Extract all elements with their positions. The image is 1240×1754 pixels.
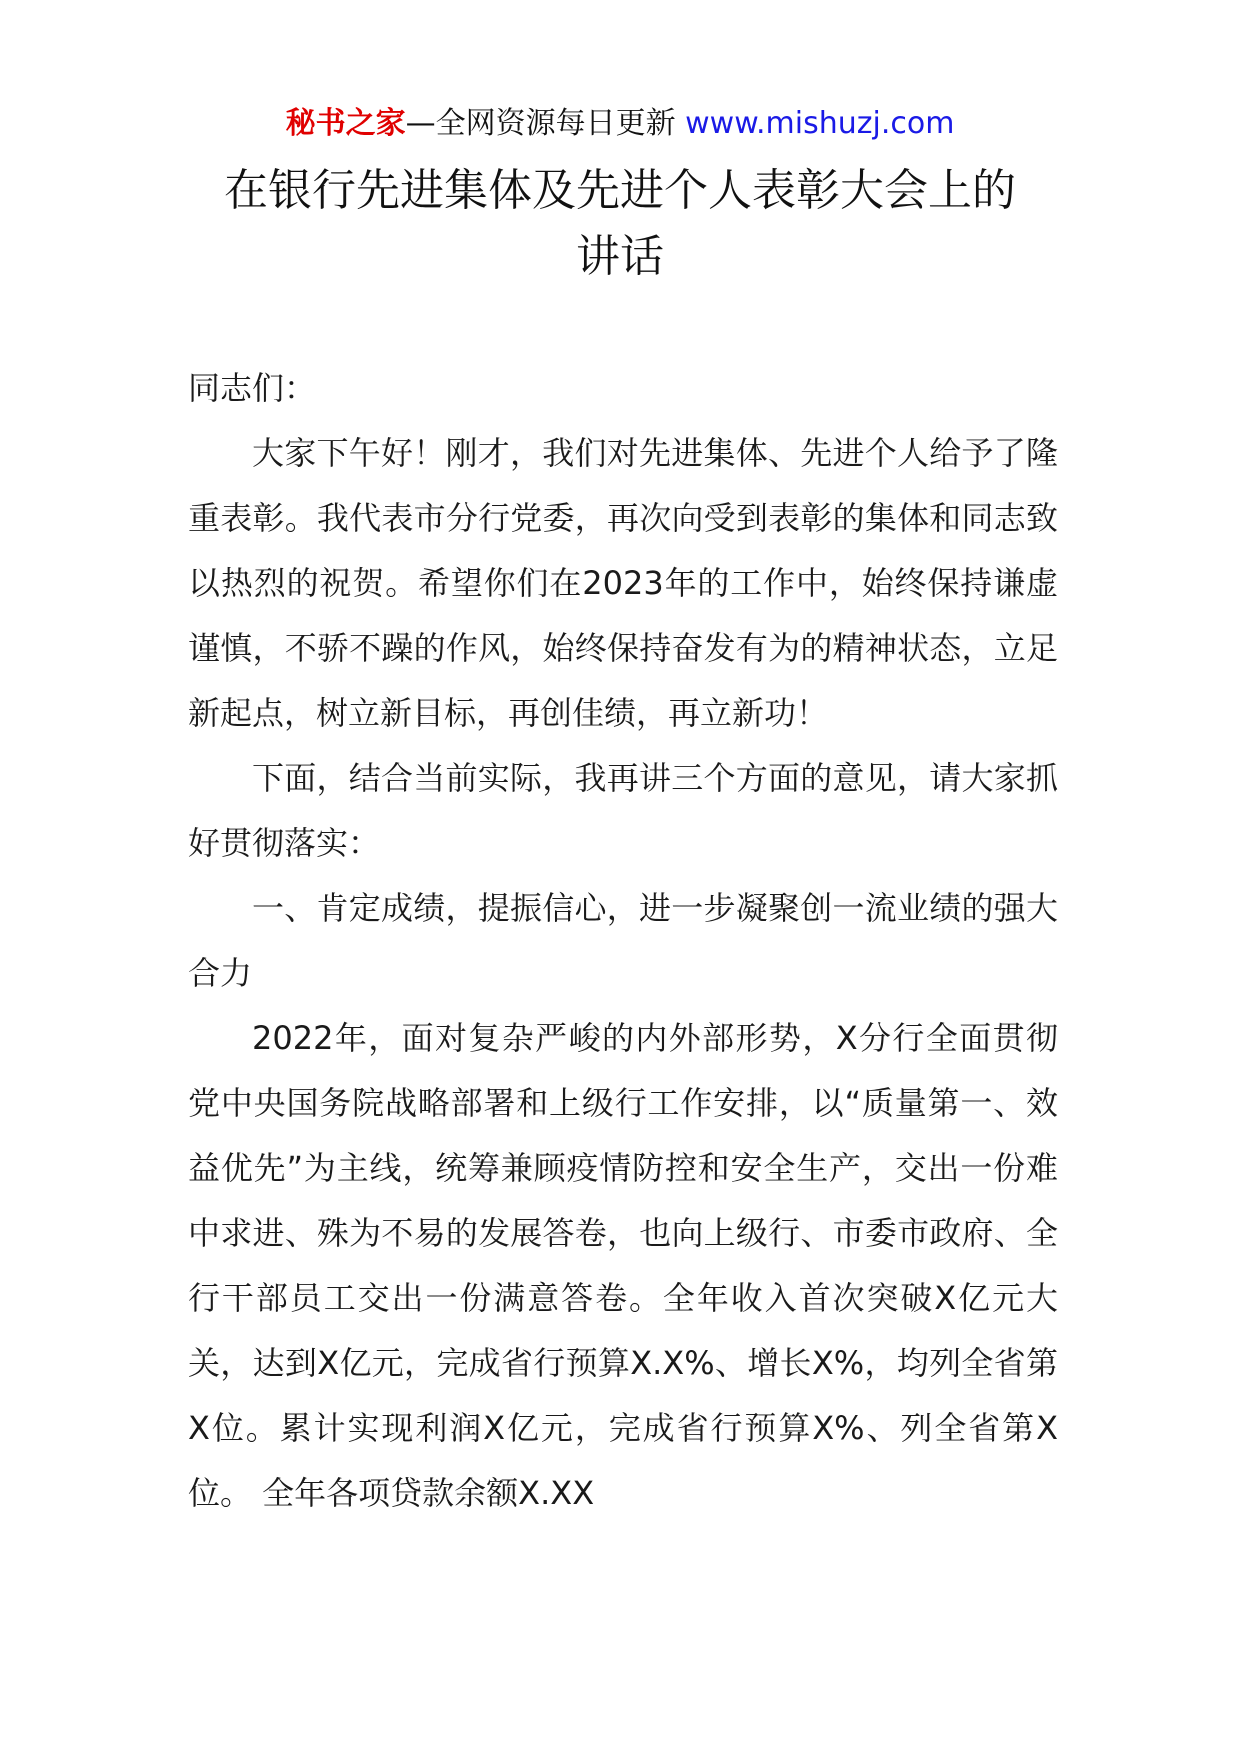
section-heading-1: 一、肯定成绩，提振信心，进一步凝聚创一流业绩的强大合力 [188, 889, 1058, 992]
title-line-2: 讲话 [576, 231, 664, 282]
watermark-header [0, 100, 1240, 148]
document-body [188, 356, 1058, 1526]
paragraph-intro: 下面，结合当前实际，我再讲三个方面的意见，请大家抓好贯彻落实： [188, 759, 1058, 862]
paragraph-achievements: 2022年，面对复杂严峻的内外部形势，X分行全面贯彻党中央国务院战略部署和上级行工作安排，以“质量第一、效益优先”为主线，统筹兼顾疫情防控和安全生产，交出一份难中求进、殊为不易的发展答卷，也向上级行、市委市政府、全行干部员工交出一份满意答卷。全年收入首次突破X亿元大关，达到X亿元，完成省行预算X.X%、增长X%，均列全省第X位。累计实现利润X亿元，完成省行预算X%、列全省第X位。 全年各项贷款余额X.XX [188, 1019, 1058, 1512]
paragraph-greeting: 大家下午好！刚才，我们对先进集体、先进个人给予了隆重表彰。我代表市分行党委，再次向受到表彰的集体和同志致以热烈的祝贺。希望你们在2023年的工作中，始终保持谦虚谨慎，不骄不躁的作风，始终保持奋发有为的精神状态，立足新起点，树立新目标，再创佳绩，再立新功！ [188, 434, 1058, 732]
header-tagline: —全网资源每日更新 [405, 106, 686, 141]
brand-name: 秘书之家 [285, 106, 406, 141]
document-title [170, 158, 1070, 290]
site-link[interactable]: www.mishuzj.com [685, 106, 955, 141]
title-line-1: 在银行先进集体及先进个人表彰大会上的 [224, 165, 1016, 216]
salutation: 同志们： [188, 369, 317, 407]
